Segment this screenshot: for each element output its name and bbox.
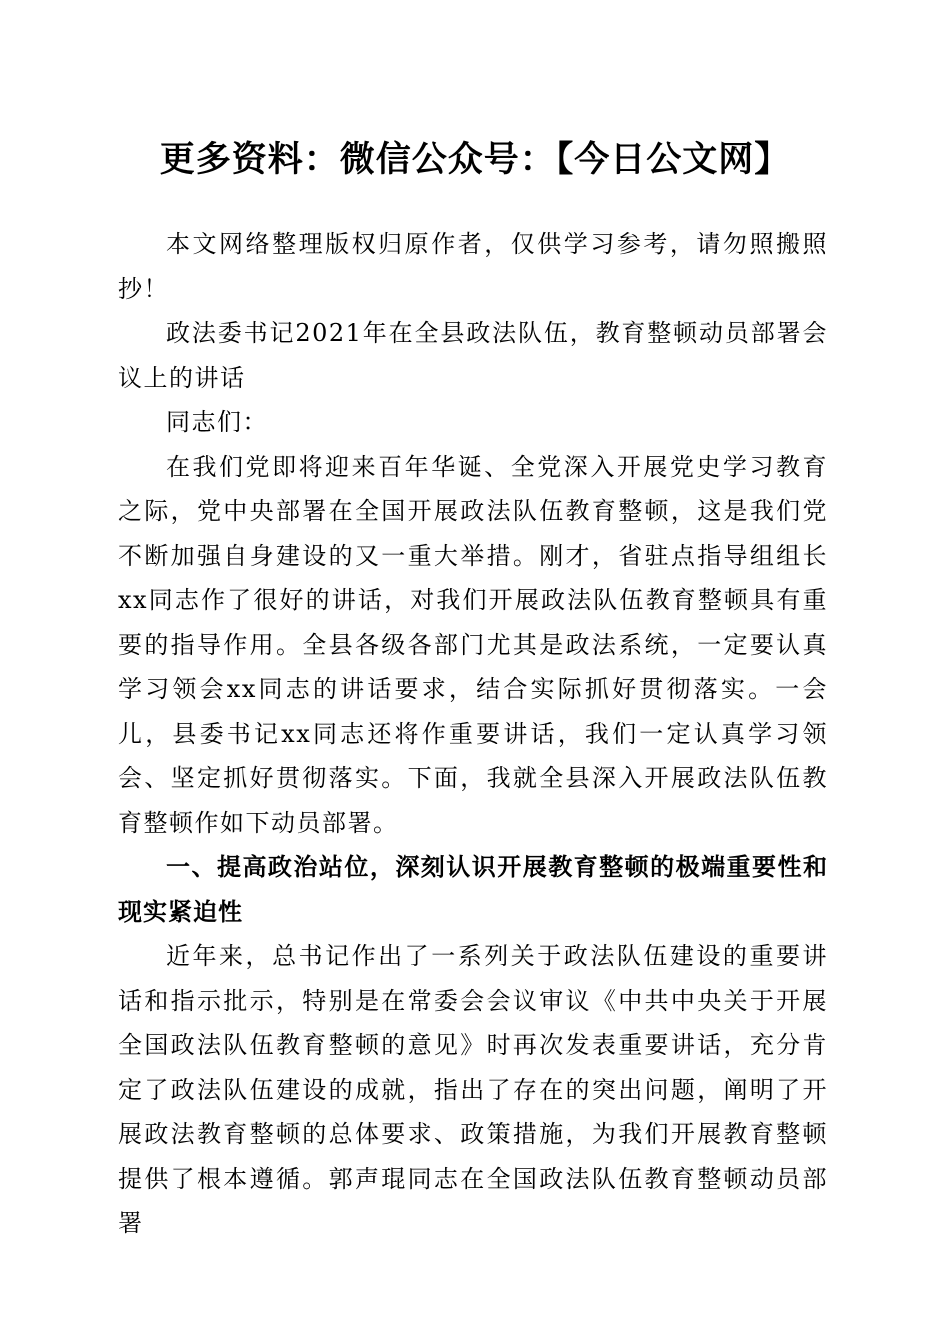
section-one-heading: 一、提高政治站位，深刻认识开展教育整顿的极端重要性和现实紧迫性: [118, 853, 828, 926]
header-title: 更多资料：微信公众号：【今日公文网】: [159, 139, 791, 180]
section-one-body-paragraph: 近年来，总书记作出了一系列关于政法队伍建设的重要讲话和指示批示，特别是在常委会会议审议《中共中央关于开展全国政法队伍教育整顿的意见》时再次发表重要讲话，充分肯定了政法队伍建设的成就，指出了存在的突出问题，阐明了开展政法教育整顿的总体要求、政策措施，为我们开展教育整顿提供了根本遵循。郭声琨同志在全国政法队伍教育整顿动员部署: [118, 942, 828, 1237]
disclaimer-paragraph: 本文网络整理版权归原作者，仅供学习参考，请勿照搬照抄！: [118, 230, 828, 303]
document-body: [118, 222, 828, 1246]
speech-title-paragraph: 政法委书记2021年在全县政法队伍，教育整顿动员部署会议上的讲话: [118, 319, 828, 392]
intro-paragraph: 在我们党即将迎来百年华诞、全党深入开展党史学习教育之际，党中央部署在全国开展政法队伍教育整顿，这是我们党不断加强自身建设的又一重大举措。刚才，省驻点指导组组长xx同志作了很好的讲话，对我们开展政法队伍教育整顿具有重要的指导作用。全县各级各部门尤其是政法系统，一定要认真学习领会xx同志的讲话要求，结合实际抓好贯彻落实。一会儿，县委书记xx同志还将作重要讲话，我们一定认真学习领会、坚定抓好贯彻落实。下面，我就全县深入开展政法队伍教育整顿作如下动员部署。: [118, 452, 828, 837]
salutation-paragraph: 同志们：: [166, 408, 268, 436]
